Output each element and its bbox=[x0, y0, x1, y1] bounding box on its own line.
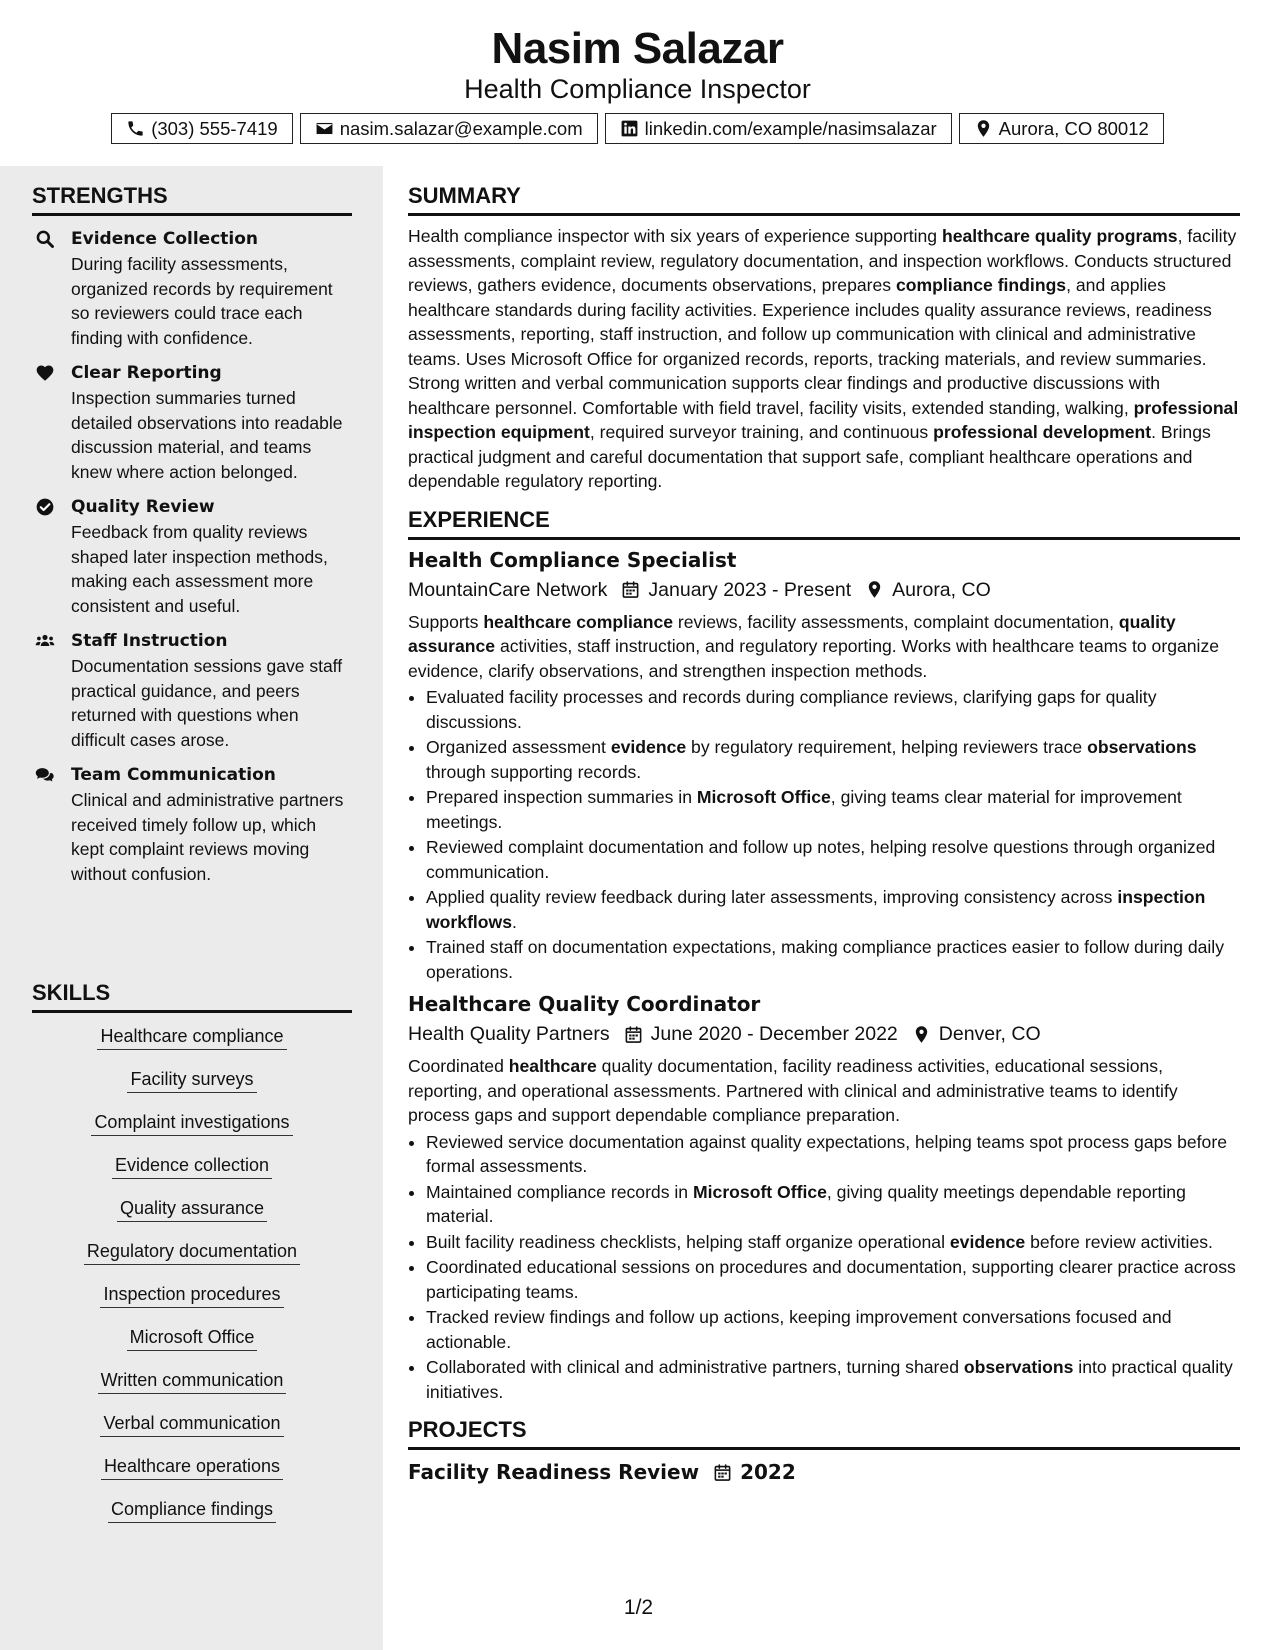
calendar-icon bbox=[713, 1463, 732, 1482]
bullet-part: Maintained compliance records in bbox=[426, 1181, 693, 1202]
skill-tag: Evidence collection bbox=[112, 1154, 272, 1179]
map-marker-icon bbox=[912, 1025, 931, 1044]
skill-tag: Written communication bbox=[98, 1369, 287, 1394]
job-meta bbox=[408, 1020, 1240, 1048]
strength-item bbox=[32, 628, 352, 752]
candidate-name: Nasim Salazar bbox=[491, 24, 784, 73]
summary-text-part: , required surveyor training, and continuous bbox=[589, 422, 934, 442]
job-bullet: • Reviewed service documentation against quality expectations, helping teams spot process gaps before formal assessments. bbox=[426, 1130, 1240, 1179]
summary-text-part: , and applies healthcare standards during facility activities. Experience includes quality assurance reviews, readiness assessments, reporting, staff instruction, and follow up communication with clinical and administrative teams. Uses Microsoft Office for organized records, reports, tracking materials, and review summaries. Strong written and verbal communication supports clear findings and productive discussions with healthcare personnel. Comfortable with field travel, facility visits, extended standing, walking, bbox=[408, 275, 1212, 418]
users-icon bbox=[35, 631, 55, 651]
skill-tag: Compliance findings bbox=[108, 1498, 276, 1523]
calendar-icon bbox=[621, 580, 640, 599]
bullet-part: Collaborated with clinical and administrative partners, turning shared bbox=[426, 1357, 964, 1377]
skill-tag: Quality assurance bbox=[117, 1197, 267, 1222]
heart-icon bbox=[35, 363, 55, 383]
job-bullet bbox=[426, 1180, 1240, 1229]
summary-keyword: professional development bbox=[933, 422, 1152, 442]
page-number bbox=[0, 1596, 1275, 1620]
job-meta bbox=[408, 576, 1240, 604]
skill-tag: Healthcare compliance bbox=[97, 1025, 286, 1050]
contact-linkedin[interactable] bbox=[605, 113, 952, 144]
strength-title: Team Communication bbox=[71, 765, 276, 785]
bullet-keyword: observations bbox=[963, 1357, 1074, 1377]
job-entry bbox=[408, 990, 1240, 1404]
map-marker-icon bbox=[865, 580, 884, 599]
job-title: Healthcare Quality Coordinator bbox=[408, 992, 761, 1016]
job-bullet: • Trained staff on documentation expectations, making compliance practices easier to follow during daily operations. bbox=[426, 935, 1240, 984]
project-title: Facility Readiness Review bbox=[408, 1460, 700, 1484]
strength-title: Clear Reporting bbox=[71, 363, 222, 383]
bullet-keyword: evidence bbox=[610, 737, 687, 757]
job-bullet bbox=[426, 785, 1240, 834]
job-desc-part: reviews, facility assessments, complaint documentation, bbox=[673, 611, 1119, 632]
phone-icon bbox=[126, 119, 145, 138]
strength-desc: Clinical and administrative partners received timely follow up, which kept complaint reviews moving without confusion. bbox=[71, 790, 344, 884]
job-company: Health Quality Partners bbox=[408, 1023, 610, 1045]
search-icon bbox=[35, 229, 55, 249]
contact-linkedin-text: linkedin.com/example/nasimsalazar bbox=[644, 117, 937, 139]
linkedin-icon bbox=[620, 119, 639, 138]
project-year: 2022 bbox=[740, 1460, 796, 1484]
check-circle-icon bbox=[35, 497, 55, 517]
job-location: Denver, CO bbox=[938, 1023, 1041, 1045]
bullet-part: before review activities. bbox=[1025, 1231, 1213, 1252]
job-dates: January 2023 - Present bbox=[648, 578, 852, 601]
bullet-part: Applied quality review feedback during later assessments, improving consistency across bbox=[426, 887, 1118, 907]
contact-location[interactable] bbox=[959, 113, 1164, 144]
job-desc-part: quality documentation, facility readiness activities, educational sessions, reporting, and operational assessments. Partnered with clinical and administrative teams to identify process gaps and support dependable compliance preparation. bbox=[408, 1056, 1178, 1125]
experience-section bbox=[408, 506, 1240, 1405]
job-bullets bbox=[408, 1130, 1240, 1405]
job-company: MountainCare Network bbox=[408, 578, 608, 601]
summary-text bbox=[408, 224, 1240, 494]
job-description bbox=[408, 1054, 1240, 1128]
skill-list bbox=[32, 1025, 352, 1523]
calendar-icon bbox=[624, 1025, 643, 1044]
bullet-part: Prepared inspection summaries in bbox=[426, 787, 697, 807]
bullet-keyword: Microsoft Office bbox=[696, 787, 831, 807]
job-desc-keyword: quality assurance bbox=[408, 611, 1176, 656]
envelope-icon bbox=[315, 119, 334, 138]
skill-tag: Regulatory documentation bbox=[84, 1240, 300, 1265]
skills-heading: SKILLS bbox=[32, 979, 352, 1013]
strength-desc: Documentation sessions gave staff practical guidance, and peers returned with questions when difficult cases arose. bbox=[71, 656, 343, 750]
strength-title: Staff Instruction bbox=[71, 631, 228, 651]
summary-heading: SUMMARY bbox=[408, 182, 1240, 216]
summary-text-part: , facility assessments, complaint review, regulatory documentation, and inspection workflows. Conducts structured reviews, gathers evidence, documents observations, prepares bbox=[408, 226, 1237, 295]
job-bullet: • Tracked review findings and follow up actions, keeping improvement conversations focused and actionable. bbox=[426, 1305, 1240, 1354]
job-bullet: • Coordinated educational sessions on procedures and documentation, supporting clearer practice across participating teams. bbox=[426, 1255, 1240, 1304]
contact-bar bbox=[0, 113, 1275, 144]
summary-keyword: compliance findings bbox=[896, 275, 1067, 295]
job-bullet bbox=[426, 885, 1240, 934]
summary-text-part: . Brings practical judgment and careful documentation that support safe, compliant healthcare operations and dependable regulatory reporting. bbox=[408, 422, 1211, 491]
summary-keyword: healthcare quality programs bbox=[941, 226, 1178, 246]
strength-item bbox=[32, 494, 352, 618]
skill-tag: Healthcare operations bbox=[101, 1455, 283, 1480]
bullet-keyword: evidence bbox=[949, 1231, 1026, 1252]
job-desc-keyword: healthcare bbox=[508, 1056, 597, 1076]
skill-tag: Inspection procedures bbox=[100, 1283, 283, 1308]
page-number-text: 1/2 bbox=[623, 1596, 654, 1619]
skill-tag: Microsoft Office bbox=[127, 1326, 258, 1351]
job-location: Aurora, CO bbox=[892, 578, 991, 601]
summary-keyword: professional inspection equipment bbox=[408, 397, 1239, 442]
map-marker-icon bbox=[974, 119, 993, 138]
strengths-heading: STRENGTHS bbox=[32, 182, 352, 216]
strength-item bbox=[32, 762, 352, 886]
strength-item bbox=[32, 226, 352, 350]
bullet-part: , giving quality meetings dependable reporting material. bbox=[426, 1181, 1186, 1226]
job-desc-part: Supports bbox=[408, 611, 484, 632]
strength-desc: During facility assessments, organized records by requirement so reviewers could trace each finding with confidence. bbox=[71, 254, 333, 348]
bullet-keyword: Microsoft Office bbox=[692, 1181, 827, 1202]
strength-title: Quality Review bbox=[71, 497, 215, 517]
experience-heading: EXPERIENCE bbox=[408, 506, 1240, 540]
job-desc-part: Coordinated bbox=[408, 1056, 509, 1076]
summary-text-part: Health compliance inspector with six years of experience supporting bbox=[408, 226, 942, 246]
bullet-keyword: observations bbox=[1087, 737, 1197, 757]
skills-section bbox=[32, 979, 352, 1541]
contact-phone-text: (303) 555-7419 bbox=[151, 117, 278, 139]
bullet-keyword: inspection workflows bbox=[426, 887, 1206, 932]
bullet-part: through supporting records. bbox=[426, 761, 642, 782]
job-bullets bbox=[408, 685, 1240, 984]
projects-heading: PROJECTS bbox=[408, 1416, 1240, 1450]
skill-tag: Complaint investigations bbox=[91, 1111, 292, 1136]
main-column bbox=[408, 166, 1240, 1486]
strength-title: Evidence Collection bbox=[71, 229, 258, 249]
strength-desc: Inspection summaries turned detailed observations into readable discussion material, and teams knew where action belonged. bbox=[71, 388, 343, 482]
job-bullet: • Reviewed complaint documentation and follow up notes, helping resolve questions through organized communication. bbox=[426, 835, 1240, 884]
candidate-role: Health Compliance Inspector bbox=[464, 74, 811, 104]
job-bullet: • Evaluated facility processes and records during compliance reviews, clarifying gaps for quality discussions. bbox=[426, 685, 1240, 734]
bullet-part: . bbox=[512, 911, 517, 932]
skill-tag: Facility surveys bbox=[127, 1068, 256, 1093]
comments-icon bbox=[35, 765, 55, 785]
job-bullet bbox=[426, 1230, 1240, 1255]
bullet-part: Built facility readiness checklists, helping staff organize operational bbox=[426, 1231, 950, 1252]
job-description bbox=[408, 610, 1240, 684]
skill-tag: Verbal communication bbox=[100, 1412, 283, 1437]
job-desc-keyword: healthcare compliance bbox=[483, 611, 674, 632]
bullet-part: into practical quality initiatives. bbox=[426, 1357, 1233, 1402]
strengths-section bbox=[32, 182, 352, 886]
strength-item bbox=[32, 360, 352, 484]
contact-email[interactable] bbox=[300, 113, 598, 144]
job-bullet bbox=[426, 1355, 1240, 1404]
bullet-part: by regulatory requirement, helping reviewers trace bbox=[686, 737, 1088, 757]
summary-section bbox=[408, 182, 1240, 494]
job-dates: June 2020 - December 2022 bbox=[650, 1023, 898, 1045]
job-entry bbox=[408, 546, 1240, 985]
contact-location-text: Aurora, CO 80012 bbox=[998, 117, 1149, 139]
sidebar bbox=[0, 166, 383, 1650]
project-entry bbox=[408, 1458, 1240, 1486]
job-desc-part: activities, staff instruction, and regulatory reporting. Works with healthcare teams to organize evidence, clarify observations, and strengthen inspection methods. bbox=[408, 636, 1220, 681]
bullet-part: Organized assessment bbox=[426, 737, 611, 757]
job-bullet bbox=[426, 735, 1240, 784]
job-title: Health Compliance Specialist bbox=[408, 547, 737, 572]
contact-email-text: nasim.salazar@example.com bbox=[339, 117, 583, 139]
contact-phone[interactable] bbox=[111, 113, 293, 144]
bullet-part: , giving teams clear material for improvement meetings. bbox=[426, 787, 1182, 832]
projects-section bbox=[408, 1416, 1240, 1486]
strength-desc: Feedback from quality reviews shaped later inspection methods, making each assessment more consistent and useful. bbox=[71, 522, 328, 616]
